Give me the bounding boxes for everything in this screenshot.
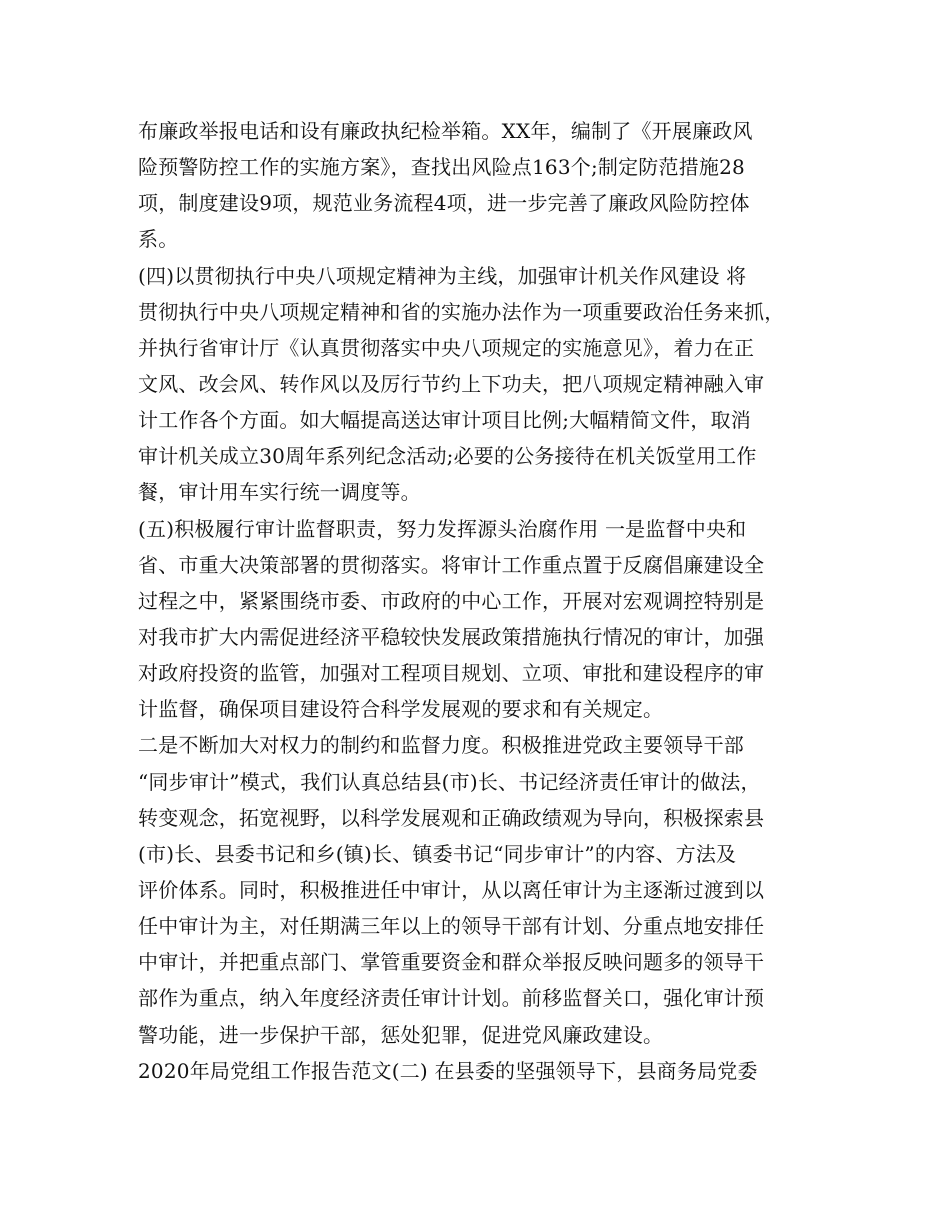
text-line: 审计机关成立30周年系列纪念活动;必要的公务接待在机关饭堂用工作 [138, 444, 757, 469]
text-line: 警功能，进一步保护干部，惩处犯罪，促进党风廉政建设。 [138, 1022, 664, 1047]
text-line: “同步审计”模式，我们认真总结县(市)长、书记经济责任审计的做法， [138, 769, 761, 794]
text-line: 文风、改会风、转作风以及厉行节约上下功夫，把八项规定精神融入审 [138, 371, 765, 396]
text-line: 对我市扩大内需促进经济平稳较快发展政策措施执行情况的审计，加强 [138, 624, 765, 649]
text-line: 对政府投资的监管，加强对工程项目规划、立项、审批和建设程序的审 [138, 661, 765, 686]
section-heading-line: (五)积极履行审计监督职责，努力发挥源头治腐作用 一是监督中央和 [138, 516, 747, 541]
text-line: 省、市重大决策部署的贯彻落实。将审计工作重点置于反腐倡廉建设全 [138, 552, 765, 577]
text-line: 任中审计为主，对任期满三年以上的领导干部有计划、分重点地安排任 [138, 914, 765, 939]
text-line: 布廉政举报电话和设有廉政执纪检举箱。XX年，编制了《开展廉政风 [138, 119, 753, 143]
text-line: 评价体系。同时，积极推进任中审计，从以离任审计为主逐渐过渡到以 [138, 877, 765, 902]
text-line: 中审计，并把重点部门、掌管重要资金和群众举报反映问题多的领导干 [138, 950, 765, 975]
text-line: 并执行省审计厅《认真贯彻落实中央八项规定的实施意见》，着力在正 [138, 335, 755, 360]
text-line: 项，制度建设9项，规范业务流程4项，进一步完善了廉政风险防控体 [138, 191, 750, 216]
text-line: 计监督，确保项目建设符合科学发展观的要求和有关规定。 [138, 697, 664, 722]
report-title-line: 2020年局党组工作报告范文(二) 在县委的坚强领导下，县商务局党委 [138, 1058, 758, 1083]
section-heading-line: (四)以贯彻执行中央八项规定精神为主线，加强审计机关作风建设 将 [138, 263, 747, 288]
text-line: 转变观念，拓宽视野，以科学发展观和正确政绩观为导向，积极探索县 [138, 805, 765, 830]
text-line: 过程之中，紧紧围绕市委、市政府的中心工作，开展对宏观调控特别是 [138, 588, 765, 613]
text-line: 部作为重点，纳入年度经济责任审计计划。前移监督关口，强化审计预 [138, 986, 765, 1011]
text-line: 险预警防控工作的实施方案》，查找出风险点163个;制定防范措施28 [138, 155, 745, 180]
text-line: 贯彻执行中央八项规定精神和省的实施办法作为一项重要政治任务来抓， [138, 299, 785, 324]
document-body [138, 113, 818, 1089]
text-line: 系。 [138, 227, 179, 252]
text-line: 二是不断加大对权力的制约和监督力度。积极推进党政主要领导干部 [138, 733, 744, 758]
text-line: 计工作各个方面。如大幅提高送达审计项目比例;大幅精简文件，取消 [138, 408, 751, 433]
text-line: (市)长、县委书记和乡(镇)长、镇委书记“同步审计”的内容、方法及 [138, 841, 737, 866]
text-line: 餐，审计用车实行统一调度等。 [138, 480, 421, 505]
